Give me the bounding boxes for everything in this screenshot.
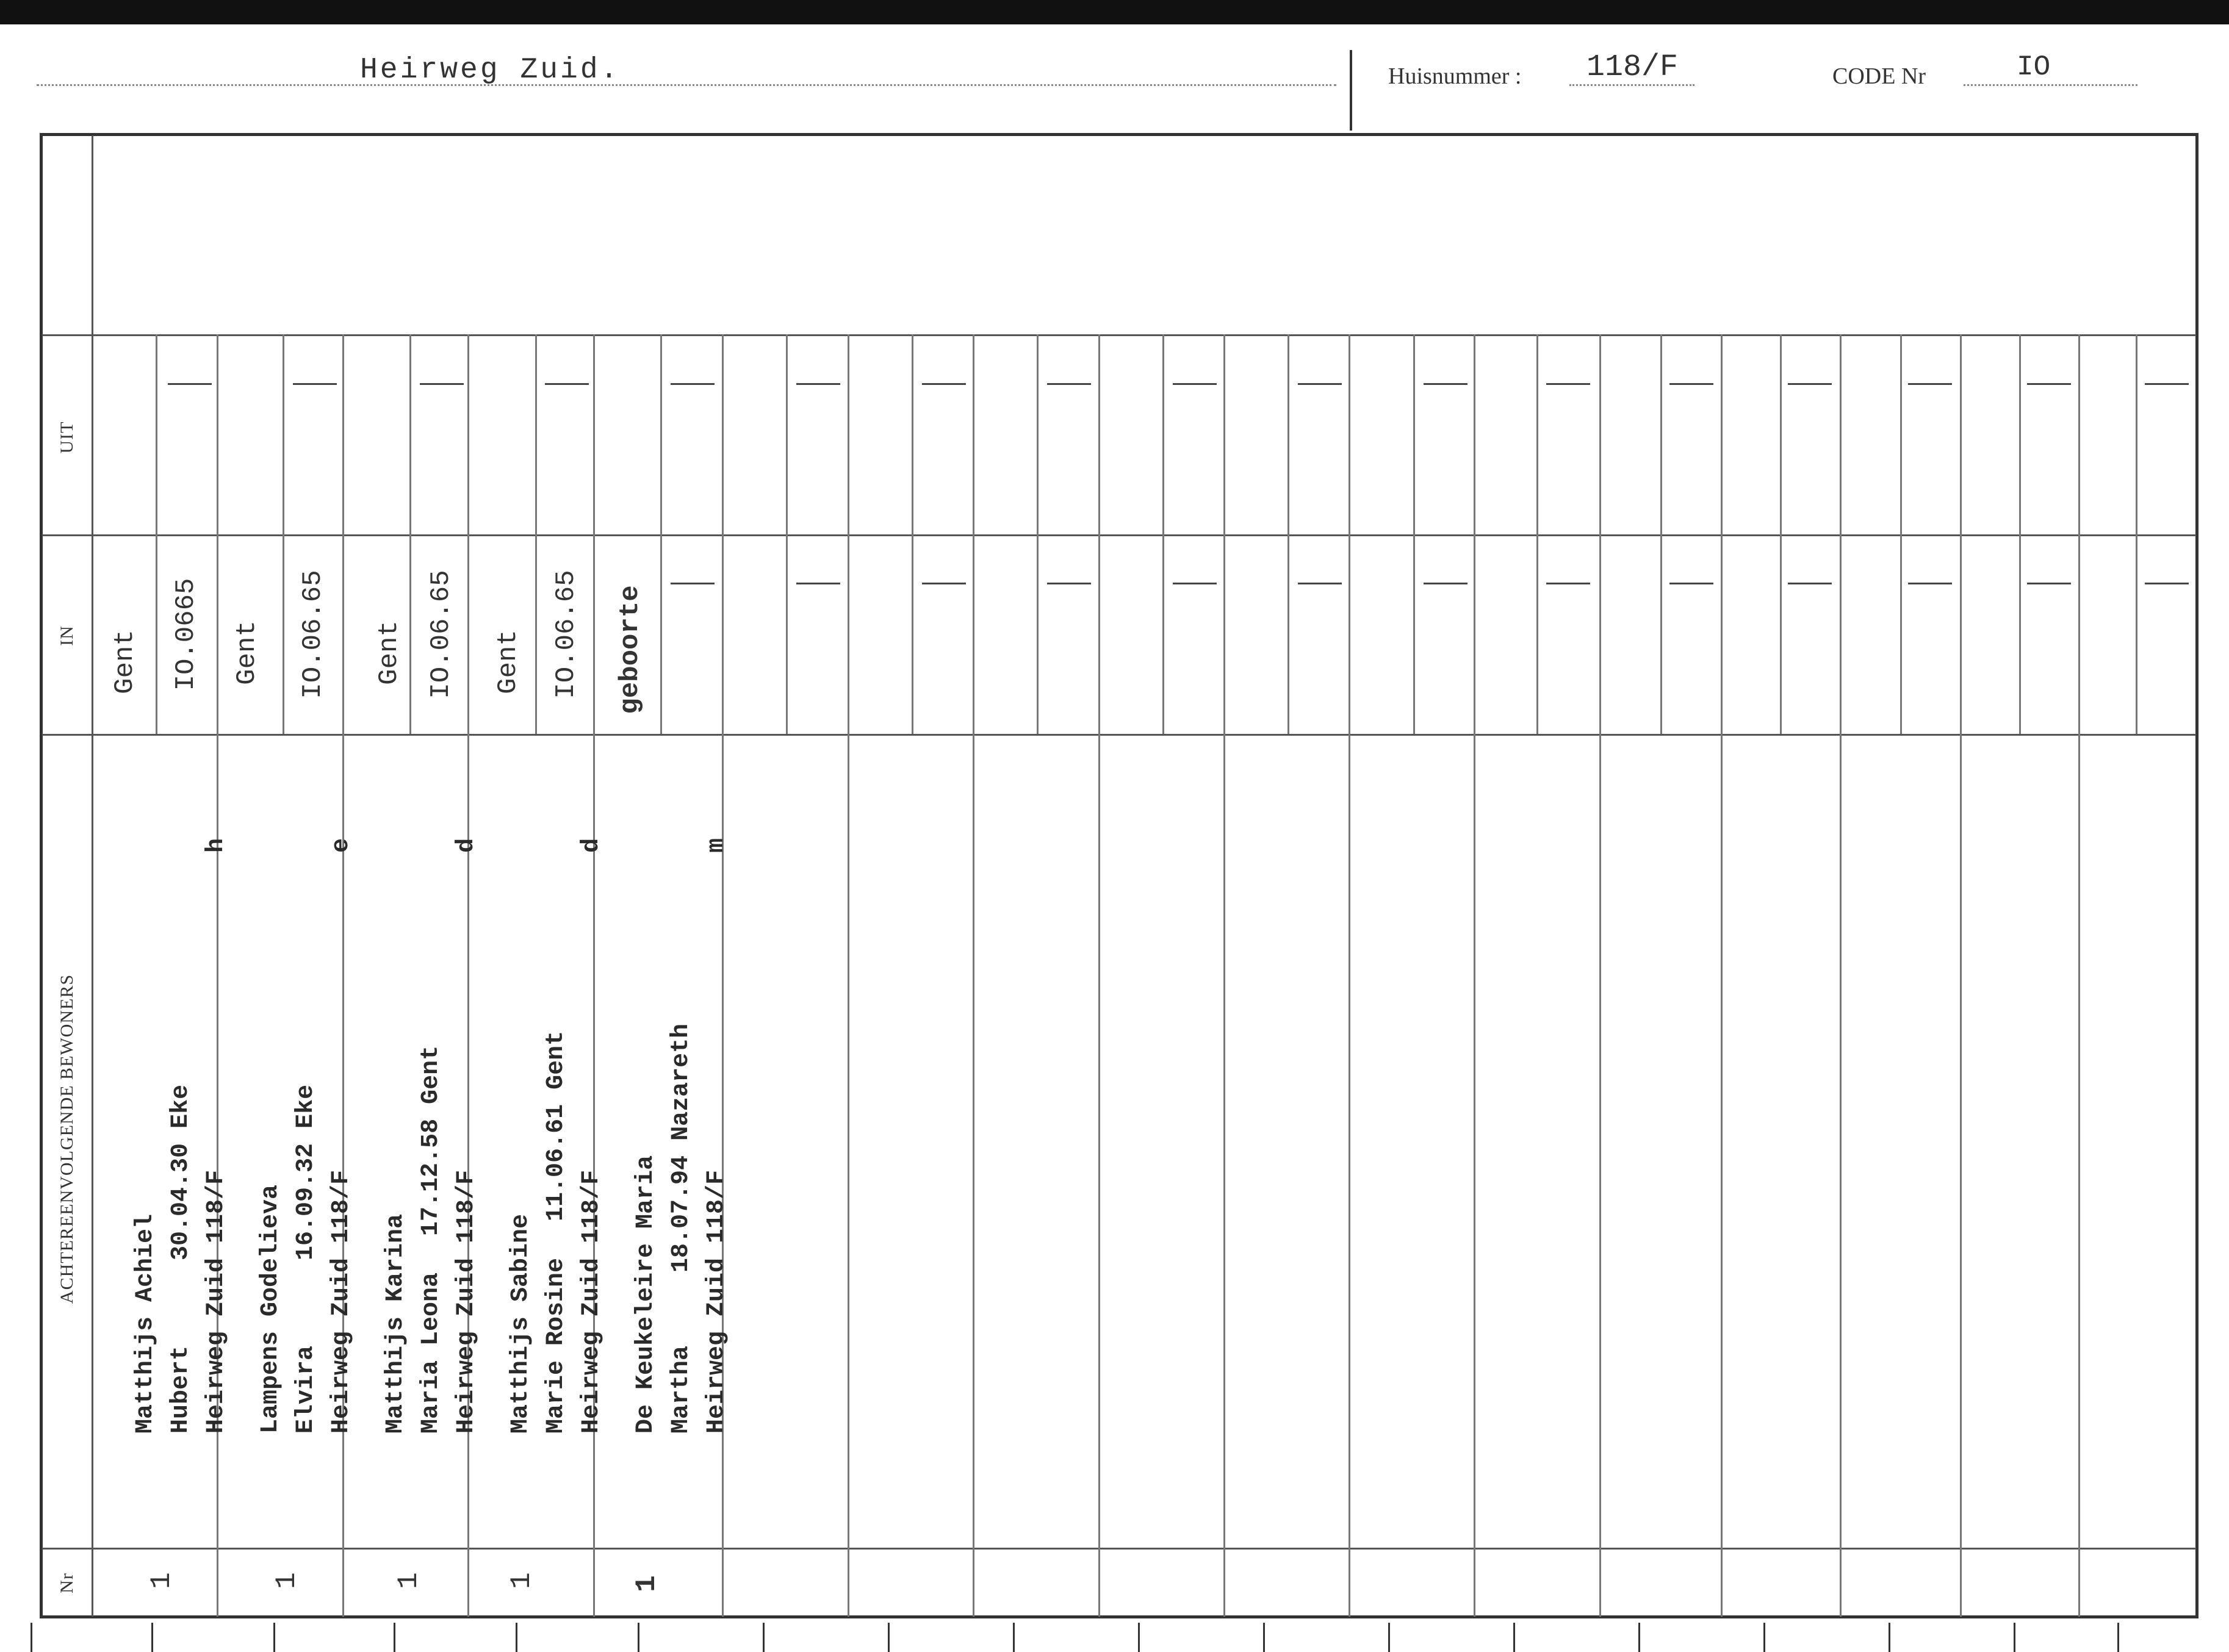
bottom-tick [394, 1623, 395, 1652]
col-line [973, 334, 974, 1617]
col-line [1223, 334, 1225, 1617]
header-separator [1350, 50, 1352, 131]
empty-dash [1173, 383, 1217, 385]
bottom-tick [2014, 1623, 2015, 1652]
nr-3: 1 [393, 1572, 425, 1589]
bottom-tick [1263, 1623, 1265, 1652]
resident-3-line3 [449, 824, 484, 1434]
code-dotted-line [1964, 84, 2137, 86]
resident-3-code: d [453, 838, 480, 853]
resident-3-line2 [414, 824, 449, 1434]
empty-dash [168, 383, 212, 385]
col-line [848, 334, 849, 1617]
sub-col-line [283, 334, 284, 734]
resident-4-code: d [578, 838, 605, 853]
sub-col-line [156, 334, 157, 734]
col-line [1721, 334, 1723, 1617]
row-label-bewoners: ACHTEREENVOLGENDE BEWONERS [57, 974, 77, 1304]
bottom-tick [151, 1623, 153, 1652]
resident-4-birth: 11.06.61 Gent [542, 1030, 570, 1221]
empty-dash [1424, 583, 1467, 584]
empty-dash [1546, 383, 1590, 385]
bottom-tick [516, 1623, 517, 1652]
resident-5-address: Heirweg Zuid 118/F [703, 1169, 730, 1434]
sub-col-line [1536, 334, 1538, 734]
bottom-tick [273, 1623, 275, 1652]
resident-1-line2 [164, 824, 199, 1434]
sub-col-line [1162, 334, 1164, 734]
empty-dash [2027, 583, 2071, 584]
empty-dash [922, 383, 966, 385]
bottom-tick [1763, 1623, 1765, 1652]
empty-dash [1298, 383, 1342, 385]
empty-dash [671, 583, 715, 584]
resident-1-address: Heirweg Zuid 118/F [203, 1169, 230, 1434]
huisnummer-label: Huisnummer : [1388, 63, 1522, 89]
resident-4-block [503, 824, 613, 1434]
resident-2-line3 [324, 824, 359, 1434]
sub-col-line [1900, 334, 1902, 734]
bottom-tick [1638, 1623, 1640, 1652]
resident-5-line1: De Keukeleire Maria [632, 1155, 660, 1434]
col-line [1349, 334, 1350, 1617]
bottom-tick [888, 1623, 890, 1652]
sub-col-line [535, 334, 537, 734]
empty-dash [1908, 583, 1952, 584]
empty-dash [1908, 383, 1952, 385]
col-line [1474, 334, 1475, 1617]
nr-5: 1 [631, 1575, 663, 1592]
resident-5-firstnames: Martha [668, 1345, 695, 1434]
sub-col-line [2019, 334, 2021, 734]
col-line [2078, 334, 2080, 1617]
empty-dash [2145, 583, 2189, 584]
resident-4-address: Heirweg Zuid 118/F [578, 1169, 605, 1434]
sub-col-line [1780, 334, 1782, 734]
resident-3-block [378, 824, 488, 1434]
resident-2-birth: 16.09.32 Eke [292, 1084, 320, 1260]
empty-dash [420, 383, 464, 385]
in-date-1: IO.0665 [171, 578, 201, 691]
resident-2-address: Heirweg Zuid 118/F [328, 1169, 355, 1434]
col-line [1599, 334, 1601, 1617]
street-dotted-line [37, 84, 1336, 86]
empty-dash [1047, 383, 1091, 385]
bottom-tick [31, 1623, 32, 1652]
huisnummer-dotted-line [1569, 84, 1694, 86]
resident-2-line1: Lampens Godelieva [257, 1184, 284, 1434]
row-divider-in-top [42, 534, 2196, 536]
resident-1-birth: 30.04.30 Eke [167, 1084, 195, 1260]
bottom-tick [1388, 1623, 1390, 1652]
sub-col-line [912, 334, 913, 734]
resident-1-line3 [199, 824, 234, 1434]
empty-dash [2145, 383, 2189, 385]
code-label: CODE Nr [1832, 63, 1926, 89]
huisnummer-value: 118/F [1586, 50, 1679, 85]
resident-5-line2 [664, 824, 699, 1434]
scan-top-border [0, 0, 2229, 24]
empty-dash [1669, 383, 1713, 385]
empty-dash [293, 383, 337, 385]
resident-2-line2 [289, 824, 324, 1434]
sub-col-line [1037, 334, 1039, 734]
empty-dash [1424, 383, 1467, 385]
row-divider-bewoners-top [42, 734, 2196, 736]
resident-5-code: m [703, 838, 730, 853]
bottom-tick [1013, 1623, 1015, 1652]
in-place-2: Gent [232, 620, 262, 685]
nr-1: 1 [146, 1572, 178, 1589]
empty-dash [545, 383, 589, 385]
empty-dash [1788, 583, 1832, 584]
resident-4-firstnames: Marie Rosine [542, 1257, 570, 1434]
row-label-nr: Nr [57, 1573, 77, 1593]
in-place-5: geboorte [615, 585, 646, 714]
col-line [1960, 334, 1962, 1617]
empty-dash [1788, 383, 1832, 385]
col-line [1840, 334, 1842, 1617]
bottom-tick [1889, 1623, 1890, 1652]
sub-col-line [1660, 334, 1662, 734]
sub-col-line [1287, 334, 1289, 734]
street-name: Heirweg Zuid. [360, 54, 621, 87]
nr-2: 1 [271, 1572, 303, 1589]
empty-dash [1669, 583, 1713, 584]
code-value: IO [2017, 51, 2051, 83]
nr-4: 1 [506, 1572, 538, 1589]
resident-5-birth: 18.07.94 Nazareth [668, 1023, 695, 1273]
label-column-divider [92, 135, 93, 1617]
in-place-3: Gent [374, 620, 405, 685]
sub-col-line [786, 334, 788, 734]
empty-dash [922, 583, 966, 584]
bottom-tick [638, 1623, 639, 1652]
empty-dash [1298, 583, 1342, 584]
bottom-tick [1513, 1623, 1515, 1652]
register-table [40, 133, 2198, 1618]
empty-dash [671, 383, 715, 385]
empty-dash [796, 383, 840, 385]
bottom-tick [1138, 1623, 1140, 1652]
row-label-in: IN [57, 625, 77, 646]
in-place-4: Gent [493, 630, 524, 694]
resident-1-firstnames: Hubert [167, 1345, 195, 1434]
empty-dash [1173, 583, 1217, 584]
resident-4-line1: Matthijs Sabine [507, 1213, 535, 1434]
bottom-tick [763, 1623, 765, 1652]
resident-3-address: Heirweg Zuid 118/F [453, 1169, 480, 1434]
sub-col-line [1413, 334, 1415, 734]
resident-5-line3 [699, 824, 735, 1434]
empty-dash [1546, 583, 1590, 584]
empty-dash [796, 583, 840, 584]
sub-col-line [660, 334, 662, 734]
resident-4-line3 [574, 824, 610, 1434]
row-divider-uit-top [42, 334, 2196, 336]
bottom-tick [2117, 1623, 2119, 1652]
in-date-4: IO.06.65 [551, 570, 582, 699]
empty-dash [1047, 583, 1091, 584]
resident-2-firstnames: Elvira [292, 1345, 320, 1434]
row-label-uit: UIT [57, 421, 77, 454]
empty-dash [2027, 383, 2071, 385]
resident-1-code: h [203, 838, 230, 853]
resident-2-block [253, 824, 363, 1434]
resident-1-block [128, 824, 238, 1434]
row-divider-nr-top [42, 1548, 2196, 1550]
in-date-2: IO.06.65 [298, 570, 328, 699]
sub-col-line [2136, 334, 2137, 734]
resident-1-line1: Matthijs Achiel [132, 1213, 159, 1434]
col-line [1098, 334, 1100, 1617]
in-date-3: IO.06.65 [426, 570, 456, 699]
resident-3-firstnames: Maria Leona [417, 1272, 445, 1434]
resident-4-line2 [539, 824, 574, 1434]
resident-3-line1: Matthijs Karina [382, 1213, 409, 1434]
resident-2-code: e [328, 838, 355, 853]
resident-3-birth: 17.12.58 Gent [417, 1045, 445, 1236]
sub-col-line [409, 334, 411, 734]
resident-5-block [628, 824, 738, 1434]
in-place-1: Gent [110, 630, 140, 694]
